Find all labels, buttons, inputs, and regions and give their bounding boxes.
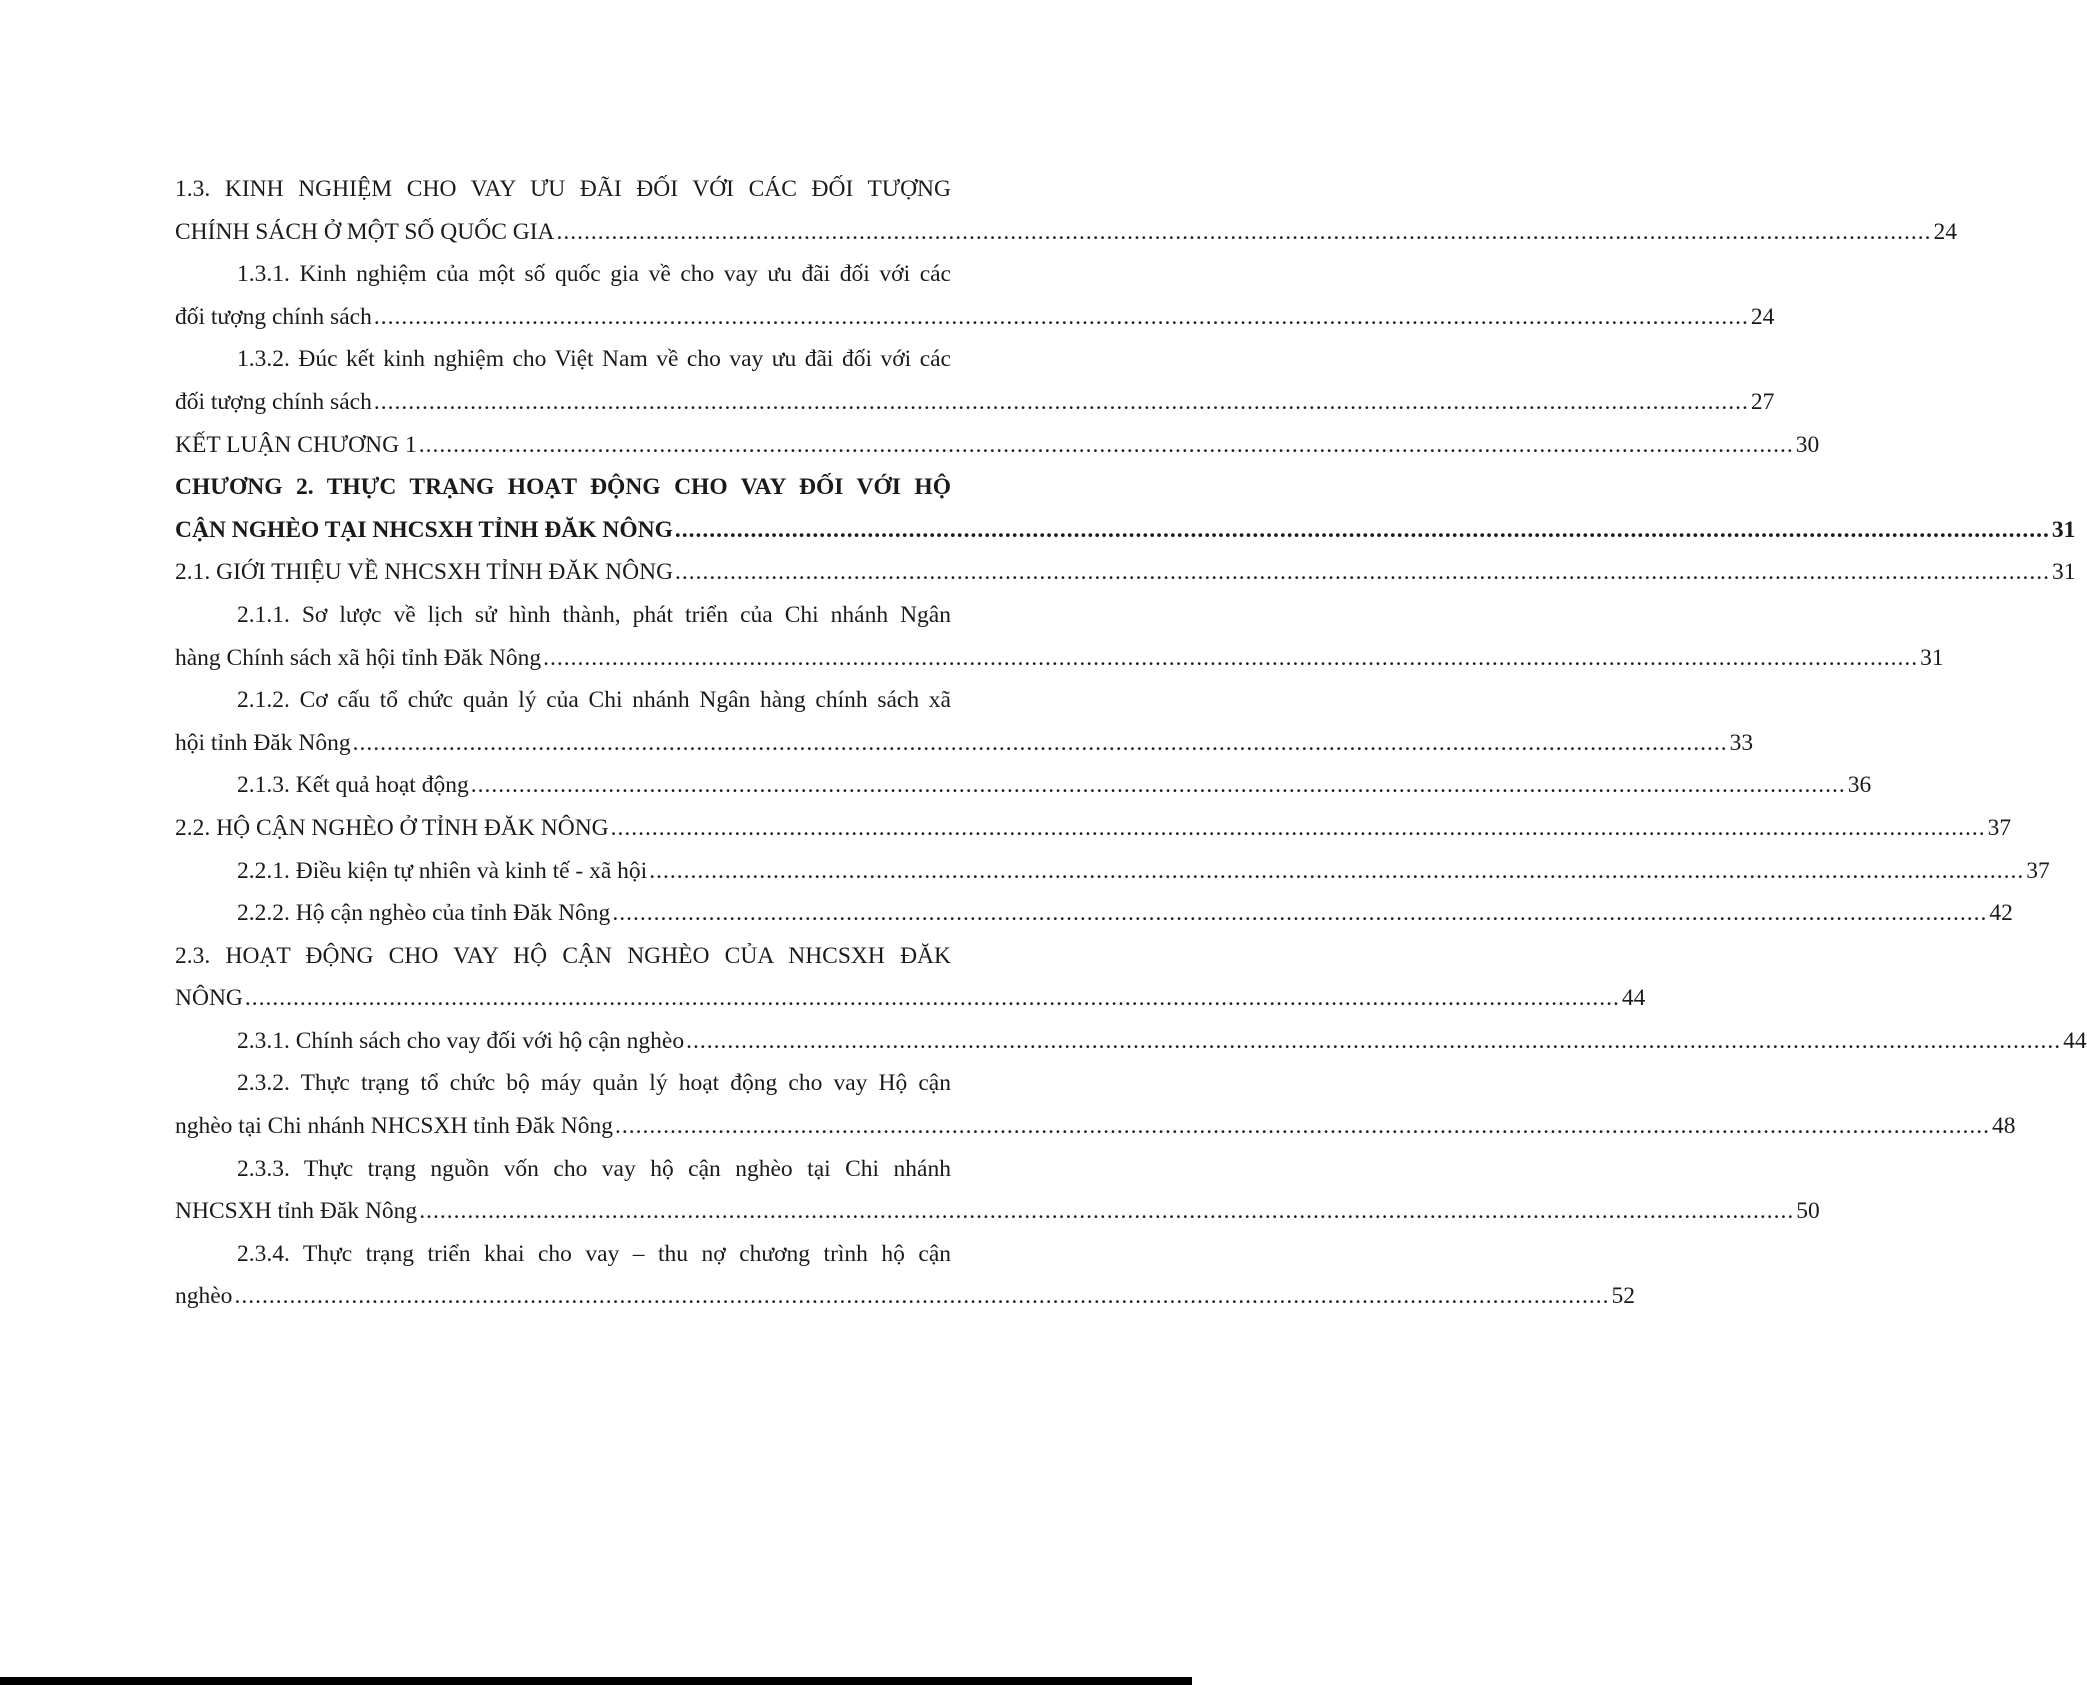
- toc-entry-2-3-4: [175, 1233, 1635, 1318]
- page-number: 27: [1750, 388, 1775, 415]
- toc-entry-text: đối tượng chính sách: [175, 303, 372, 330]
- toc-entry-2-3-1: [175, 1020, 2087, 1063]
- page-number: 30: [1795, 431, 1820, 458]
- toc-entry-text: NHCSXH tỉnh Đăk Nông: [175, 1198, 418, 1225]
- toc-entry-text: KẾT LUẬN CHƯƠNG 1: [175, 431, 417, 458]
- leader-dots: ........................................................................................................................................................................................................: [244, 985, 1620, 1012]
- leader-dots: ........................................................................................................................................................................................................: [373, 388, 1749, 415]
- toc-entry-text: 2.1.3. Kết quả hoạt động: [237, 772, 469, 799]
- toc-entry-text: 2.1.1. Sơ lược về lịch sử hình thành, phát triển của Chi nhánh Ngân: [237, 601, 951, 628]
- toc-entry-text: 2.3.3. Thực trạng nguồn vốn cho vay hộ cận nghèo tại Chi nhánh: [237, 1155, 951, 1182]
- toc-entry-2-1-2: [175, 679, 1754, 764]
- leader-dots: ........................................................................................................................................................................................................: [418, 431, 1794, 458]
- leader-dots: ........................................................................................................................................................................................................: [419, 1198, 1795, 1225]
- leader-dots: ........................................................................................................................................................................................................: [649, 857, 2025, 884]
- toc-entry-2-3: [175, 935, 1646, 1020]
- page-number: 50: [1796, 1198, 1820, 1225]
- toc-entry-2-2: [175, 807, 2012, 850]
- toc-entry-text: hội tỉnh Đăk Nông: [175, 729, 351, 756]
- page-number: 44: [1621, 985, 1646, 1012]
- leader-dots: ........................................................................................................................................................................................................: [470, 772, 1846, 799]
- toc-entry-text: đối tượng chính sách: [175, 388, 372, 415]
- page-number: 24: [1933, 218, 1958, 245]
- toc-entry-2-1-3: [175, 764, 1872, 807]
- toc-entry-text: NÔNG: [175, 985, 243, 1012]
- toc-entry-2-2-1: [175, 850, 2050, 893]
- leader-dots: ........................................................................................................................................................................................................: [234, 1283, 1610, 1310]
- toc-entry-chuong-2: [175, 466, 2076, 551]
- toc-entry-text: 2.1.2. Cơ cấu tổ chức quản lý của Chi nhánh Ngân hàng chính sách xã: [237, 687, 951, 714]
- toc-entry-1-3-2: [175, 338, 1775, 423]
- page-number: 36: [1847, 772, 1872, 799]
- toc-entry-2-1: [175, 551, 2076, 594]
- leader-dots: ........................................................................................................................................................................................................: [610, 814, 1986, 841]
- leader-dots: ........................................................................................................................................................................................................: [686, 1027, 2062, 1054]
- toc-entry-text: hàng Chính sách xã hội tỉnh Đăk Nông: [175, 644, 542, 671]
- leader-dots: ........................................................................................................................................................................................................: [675, 559, 2051, 586]
- leader-dots: ........................................................................................................................................................................................................: [615, 1113, 1990, 1140]
- leader-dots: ........................................................................................................................................................................................................: [352, 729, 1728, 756]
- toc-entry-text: 2.2. HỘ CẬN NGHÈO Ở TỈNH ĐĂK NÔNG: [175, 814, 609, 841]
- leader-dots: ........................................................................................................................................................................................................: [612, 900, 1988, 927]
- leader-dots: ........................................................................................................................................................................................................: [543, 644, 1919, 671]
- page-number: 31: [2051, 516, 2076, 543]
- page-number: 44: [2063, 1027, 2087, 1054]
- page-number: 37: [1987, 814, 2012, 841]
- toc-entry-1-3: [175, 168, 1958, 253]
- toc-entry-2-2-2: [175, 892, 2013, 935]
- toc-entry-1-3-1: [175, 253, 1775, 338]
- table-of-contents: [175, 168, 2087, 1318]
- toc-entry-2-3-3: [175, 1148, 1820, 1233]
- toc-entry-text: CẬN NGHÈO TẠI NHCSXH TỈNH ĐĂK NÔNG: [175, 516, 673, 543]
- page-number: 37: [2026, 857, 2050, 884]
- bottom-edge-bar: [0, 1677, 1192, 1685]
- toc-entry-text: 2.2.2. Hộ cận nghèo của tỉnh Đăk Nông: [237, 900, 611, 927]
- toc-entry-text: 2.3.4. Thực trạng triển khai cho vay – thu nợ chương trình hộ cận: [237, 1240, 951, 1267]
- toc-entry-text: 2.3. HOẠT ĐỘNG CHO VAY HỘ CẬN NGHÈO CỦA NHCSXH ĐĂK: [175, 942, 951, 969]
- leader-dots: ........................................................................................................................................................................................................: [556, 218, 1932, 245]
- toc-entry-text: 2.3.1. Chính sách cho vay đối với hộ cận nghèo: [237, 1027, 685, 1054]
- toc-entry-text: 2.1. GIỚI THIỆU VỀ NHCSXH TỈNH ĐĂK NÔNG: [175, 559, 674, 586]
- page-number: 24: [1750, 303, 1775, 330]
- page-number: 52: [1611, 1283, 1635, 1310]
- toc-entry-text: 1.3.2. Đúc kết kinh nghiệm cho Việt Nam về cho vay ưu đãi đối với các: [237, 346, 951, 373]
- leader-dots: ........................................................................................................................................................................................................: [373, 303, 1749, 330]
- toc-entry-text: nghèo: [175, 1283, 233, 1310]
- page-number: 33: [1729, 729, 1754, 756]
- toc-entry-ket-luan-chuong-1: [175, 424, 1820, 467]
- page-number: 31: [1920, 644, 1944, 671]
- toc-entry-2-1-1: [175, 594, 1944, 679]
- toc-entry-text: nghèo tại Chi nhánh NHCSXH tỉnh Đăk Nông: [175, 1113, 613, 1140]
- toc-entry-text: 1.3.1. Kinh nghiệm của một số quốc gia về cho vay ưu đãi đối với các: [237, 261, 951, 288]
- page-number: 48: [1992, 1113, 2016, 1140]
- toc-entry-text: CHƯƠNG 2. THỰC TRẠNG HOẠT ĐỘNG CHO VAY ĐỐI VỚI HỘ: [175, 474, 951, 501]
- toc-entry-text: 2.2.1. Điều kiện tự nhiên và kinh tế - xã hội: [237, 857, 648, 884]
- toc-entry-text: 1.3. KINH NGHIỆM CHO VAY ƯU ĐÃI ĐỐI VỚI CÁC ĐỐI TƯỢNG: [175, 176, 951, 202]
- toc-entry-text: CHÍNH SÁCH Ở MỘT SỐ QUỐC GIA: [175, 218, 555, 245]
- page-number: 31: [2052, 559, 2076, 586]
- page-number: 42: [1989, 900, 2013, 927]
- leader-dots: ........................................................................................................................................................................................................: [674, 516, 2050, 543]
- toc-entry-text: 2.3.2. Thực trạng tổ chức bộ máy quản lý hoạt động cho vay Hộ cận: [237, 1070, 951, 1097]
- toc-entry-2-3-2: [175, 1062, 2016, 1147]
